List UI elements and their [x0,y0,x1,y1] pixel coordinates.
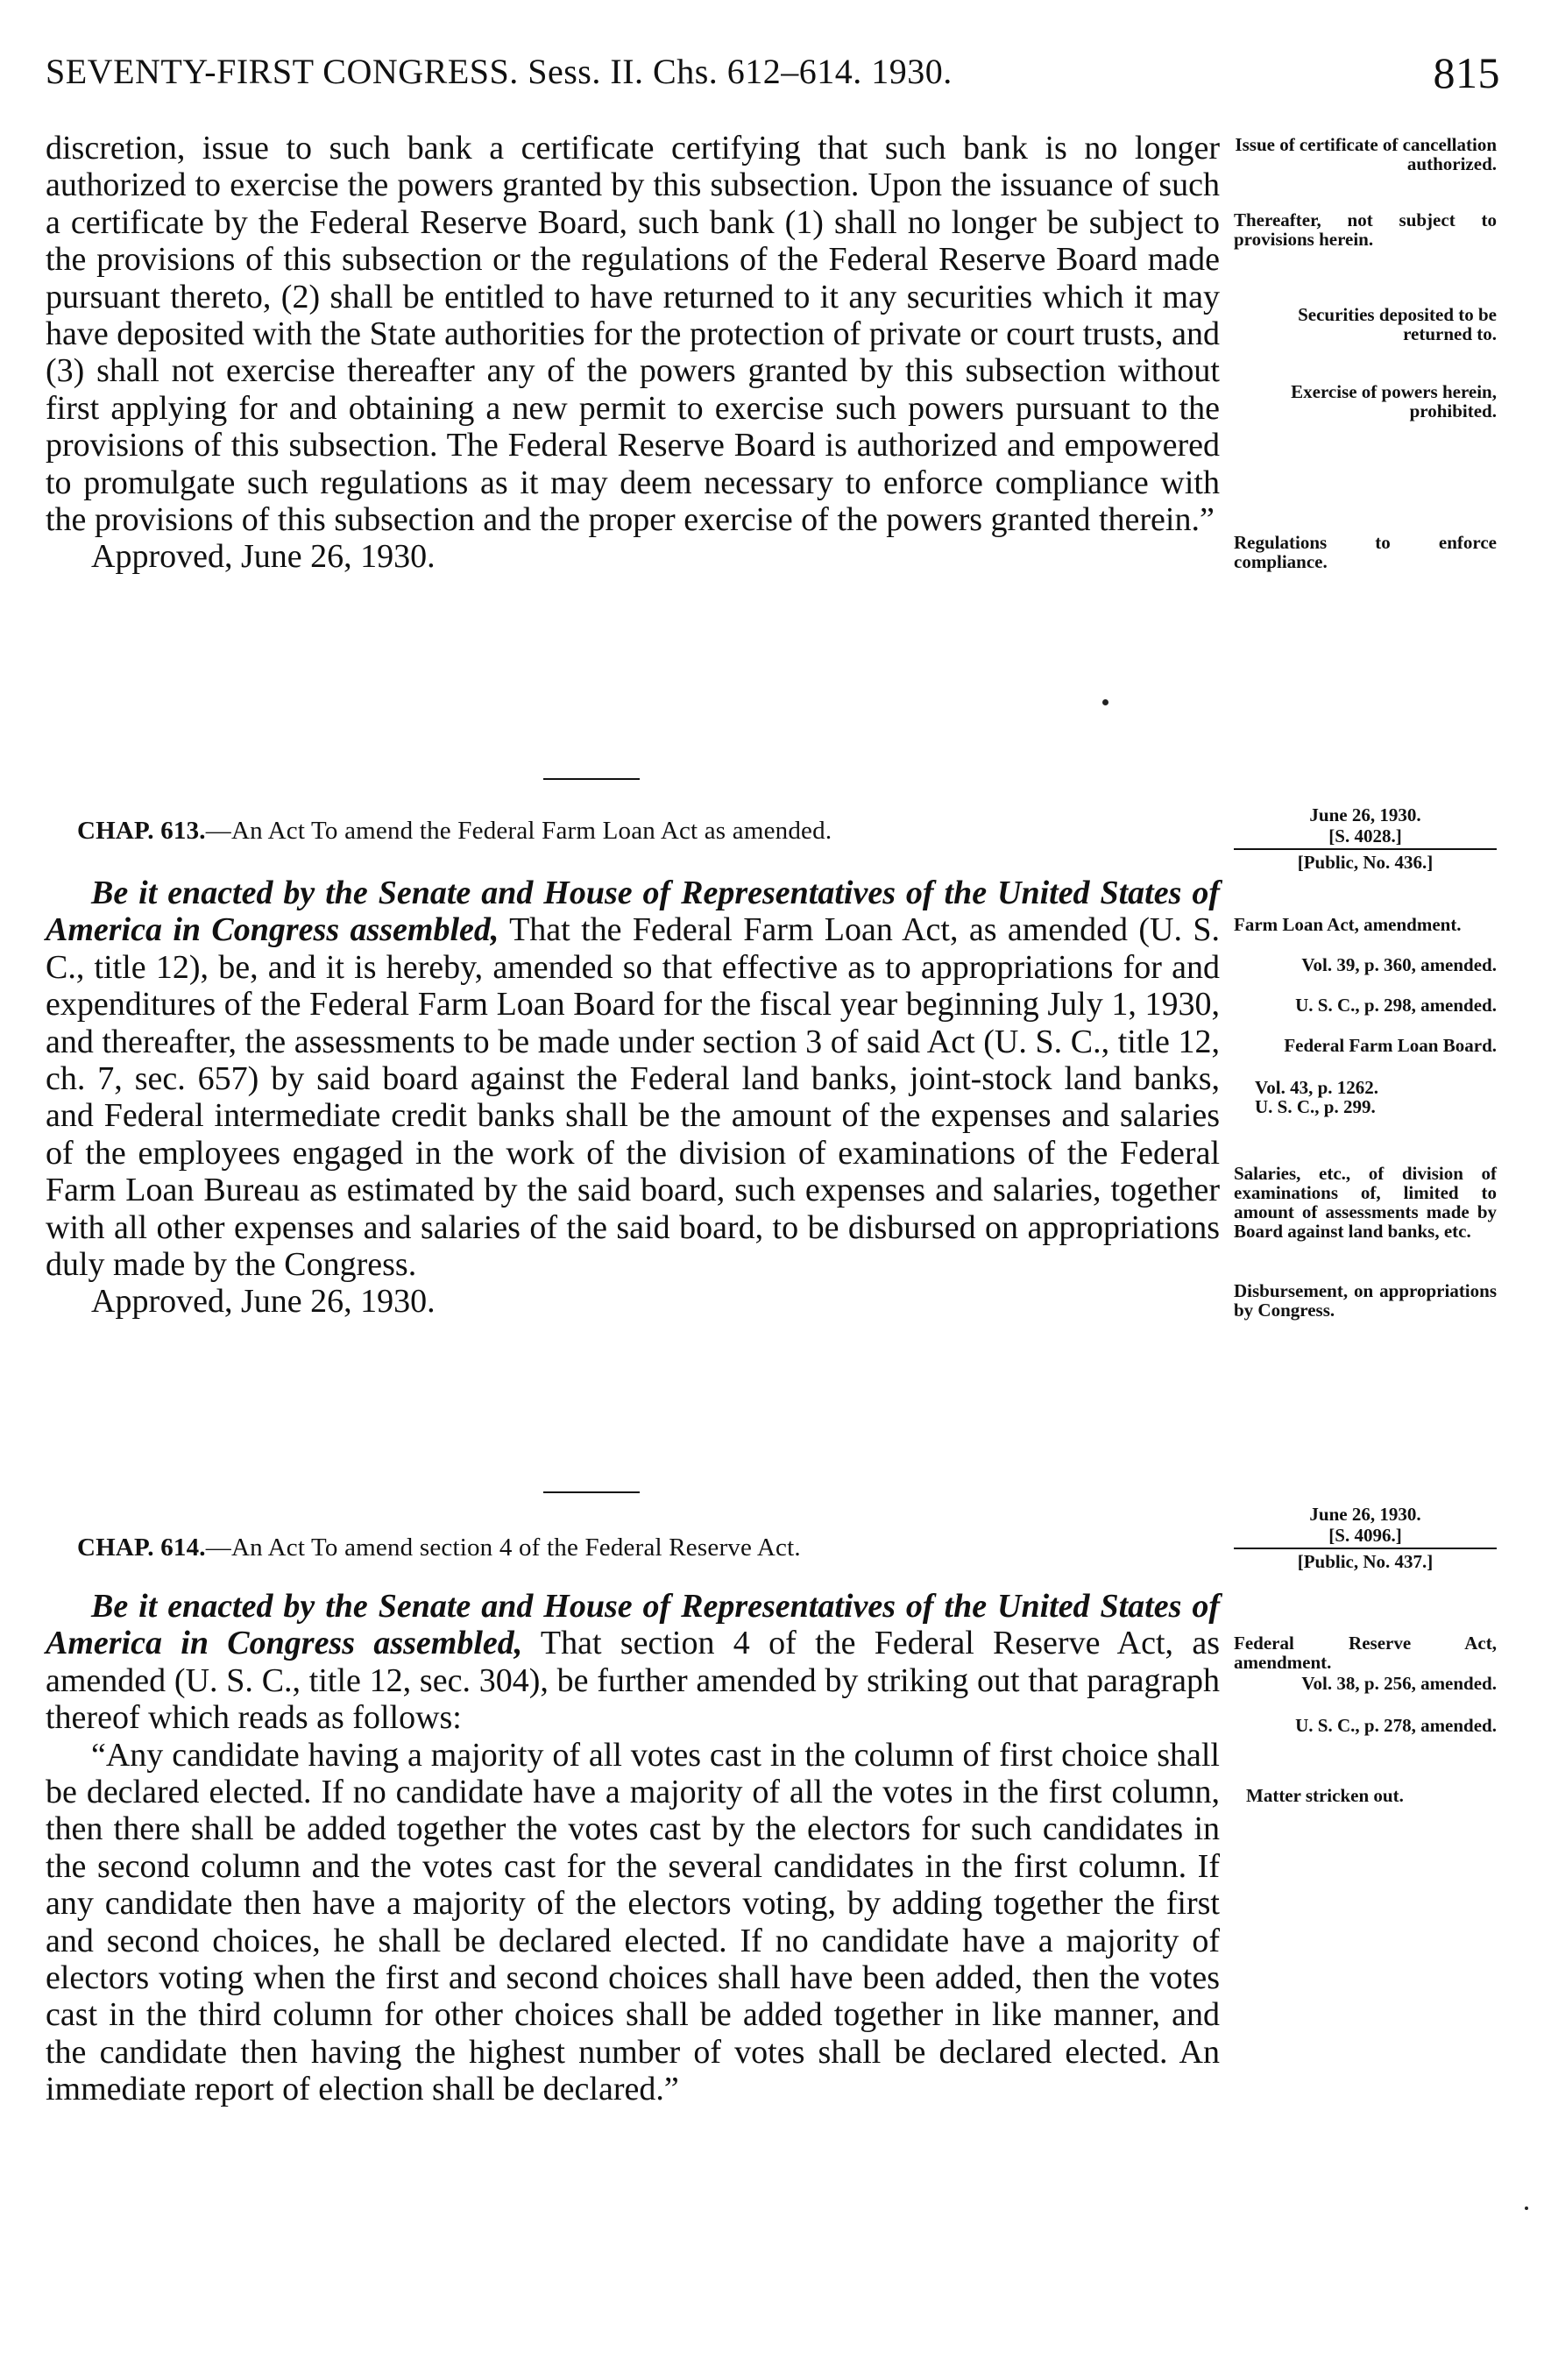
chap614-text: That section 4 of the Federal Reserve Act, as amended (U. S. C., title 12, sec. 304), be further amended by striking out that paragraph thereof which reads as follows: [46,1625,1220,1737]
chap614-bill-number: [S. 4096.] [1328,1525,1402,1546]
enacting-clause: Be it enacted by the Senate and House of Representatives of the United States of America in Congress assembled, [46,1588,1220,1662]
chap613-date: June 26, 1930. [1309,804,1421,825]
chap614-bill-info [1234,1504,1497,1572]
section-divider [543,778,640,780]
margin-note: Federal Reserve Act, amendment. [1234,1633,1497,1673]
margin-note: Salaries, etc., of division of examinations of, limited to amount of assessments made by Board against land banks, etc. [1234,1163,1497,1242]
margin-note: Federal Farm Loan Board. [1284,1035,1497,1056]
margin-note: Regulations to enforce compliance. [1234,532,1497,572]
bill-rule [1234,1548,1497,1549]
chap614-title: —An Act To amend section 4 of the Federal Reserve Act. [205,1534,801,1562]
chap613-text: That the Federal Farm Loan Act, as amended (U. S. C., title 12), be, and it is hereby, amended so that effective as to appropriations for and expenditures of the Federal Farm Loan Board for the fiscal year beginning July 1, 1930, and thereafter, the assessments to be made under section 3 of said Act (U. S. C., title 12, ch. 7, sec. 657) by said board against the Federal land banks, joint-stock land banks, and Federal intermediate credit banks shall be the amount of the expenses and salaries of the employees engaged in the work of the division of examinations of the Federal Farm Loan Bureau as estimated by the said board, such expenses and salaries, together with all other expenses and salaries of the said board, to be disbursed on appropriations duly made by the Congress. [46,911,1220,1284]
margin-note: Issue of certificate of cancellation authorized. [1235,134,1497,174]
chap613-bill-number: [S. 4028.] [1328,825,1402,846]
page-number: 815 [1433,48,1500,97]
chap613-bill-info [1234,804,1497,873]
chap613-heading [77,817,832,846]
margin-note: Vol. 39, p. 360, amended. [1301,954,1497,975]
chap614-label: CHAP. 614. [77,1534,206,1562]
chap614-public-number: [Public, No. 437.] [1297,1551,1434,1572]
chap613-title: —An Act To amend the Federal Farm Loan Act as amended. [205,817,832,845]
margin-note: U. S. C., p. 299. [1255,1096,1376,1117]
chap614-heading [77,1534,801,1562]
margin-note: Farm Loan Act, amendment. [1234,914,1462,935]
margin-note: Vol. 43, p. 1262. [1255,1077,1379,1098]
stricken-quote: “Any candidate having a majority of all votes cast in the column of first choice shall be declared elected. If no candidate have a majority of all the votes in the first column, then there shall be added together the votes cast by the electors for such candidates in the second column and the votes cast for the several candidates in the first column. If any candidate then have a majority of the electors voting, by adding together the first and second choices, he shall be declared elected. If no candidate have a majority of electors voting when the first and second choices shall have been added, then the votes cast in the third column for other choices shall be added together in like manner, and the candidate then having the highest number of votes shall be declared elected. An immediate report of election shall be declared.” [46,1736,1220,2108]
chap613-label: CHAP. 613. [77,817,206,845]
chap613-body [46,875,1220,1321]
continuation-paragraph: discretion, issue to such bank a certificate certifying that such bank is no longer authorized to exercise the powers granted by this subsection. Upon the issuance of such a certificate by the Federal Reserve Board, such bank (1) shall no longer be subject to the provisions of this subsection or the regulations of the Federal Reserve Board made pursuant thereto, (2) shall be entitled to have returned to it any securities which it may have deposited with the State authorities for the protection of private or court trusts, and (3) shall not exercise thereafter any of the powers granted by this subsection without first applying for and obtaining a new permit to exercise such powers pursuant to the provisions of this subsection. The Federal Reserve Board is authorized and empowered to promulgate such regulations as it may deem necessary to enforce compliance with the provisions of this subsection and the proper exercise of the powers granted therein.” [46,130,1220,539]
bill-rule [1234,848,1497,850]
running-title: SEVENTY-FIRST CONGRESS. Sess. II. Chs. 612–614. 1930. [46,52,953,91]
margin-note: Vol. 38, p. 256, amended. [1301,1673,1497,1694]
section-continuation [46,130,1220,576]
print-speck [1525,2206,1528,2210]
approved-line: Approved, June 26, 1930. [91,538,436,576]
chap613-text-paragraph [46,875,1220,1283]
margin-note: U. S. C., p. 278, amended. [1295,1715,1497,1736]
margin-note: U. S. C., p. 298, amended. [1295,995,1497,1016]
section-divider [543,1491,640,1493]
chap613-public-number: [Public, No. 436.] [1297,852,1434,873]
enacting-clause: Be it enacted by the Senate and House of Representatives of the United States of America in Congress assembled, [46,875,1220,949]
margin-note: Matter stricken out. [1246,1785,1404,1806]
margin-note: Disbursement, on appropriations by Congress. [1234,1280,1497,1321]
chap614-text-paragraph [46,1588,1220,1737]
running-header [46,48,1500,103]
chap614-body [46,1588,1220,2108]
margin-note: Thereafter, not subject to provisions herein. [1234,209,1497,250]
margin-note: Exercise of powers herein, prohibited. [1291,381,1497,421]
chap614-date: June 26, 1930. [1309,1504,1421,1525]
margin-note: Securities deposited to be returned to. [1298,304,1497,344]
approved-line: Approved, June 26, 1930. [91,1283,436,1321]
print-speck [1102,699,1108,705]
